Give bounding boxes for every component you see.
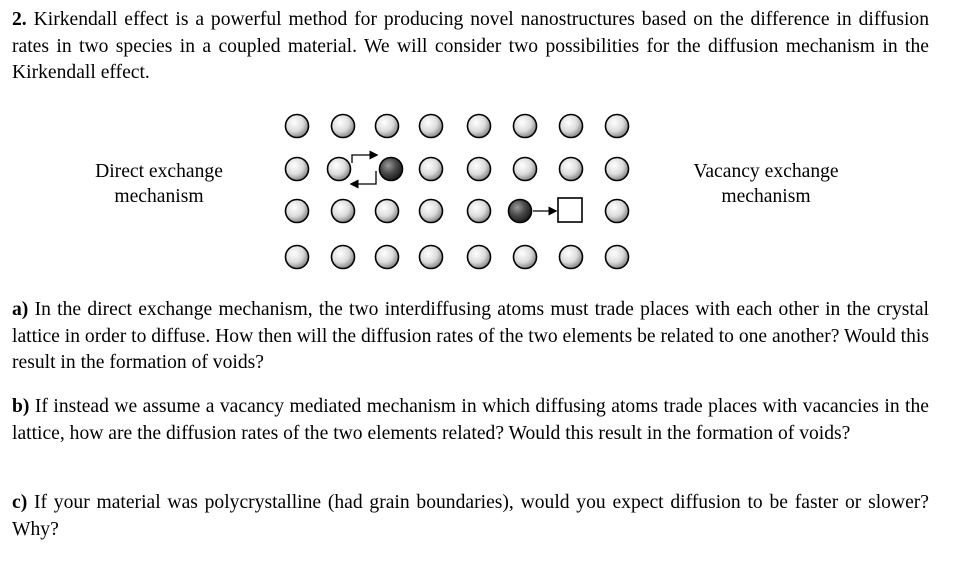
diffusing-atom-vacancy xyxy=(509,200,532,223)
lattice-atom xyxy=(420,115,443,138)
lattice-atom xyxy=(376,246,399,269)
lattice-atom xyxy=(420,200,443,223)
lattice-atom xyxy=(606,200,629,223)
lattice-atom xyxy=(328,158,351,181)
lattice-atom xyxy=(286,158,309,181)
lattice-atom xyxy=(468,200,491,223)
lattice-atom xyxy=(606,158,629,181)
lattice-atom xyxy=(560,115,583,138)
question-c-text: If your material was polycrystalline (had grain boundaries), would you expect diffusion to be faster or slower? Why? xyxy=(12,492,930,540)
question-b-label: b) xyxy=(12,396,30,417)
lattice-atom xyxy=(468,115,491,138)
direct-exchange-arrow-bottom xyxy=(352,171,376,184)
lattice-atom xyxy=(420,246,443,269)
vacancy-exchange-label-line1: Vacancy exchange xyxy=(693,161,839,182)
question-b-text: If instead we assume a vacancy mediated mechanism in which diffusing atoms trade places with vacancies in the lattice, how are the diffusion rates of the two elements related? Would this result in the formation of voids? xyxy=(12,396,929,444)
lattice-atom xyxy=(468,158,491,181)
lattice-atom xyxy=(332,200,355,223)
diffusing-atom-direct xyxy=(380,158,403,181)
lattice-atom xyxy=(286,115,309,138)
question-a-text: In the direct exchange mechanism, the two interdiffusing atoms must trade places with each other in the crystal lattice in order to diffuse. How then will the diffusion rates of the two elements be related to one another? Would this result in the formation of voids? xyxy=(12,299,929,373)
lattice-atom xyxy=(376,115,399,138)
question-a xyxy=(12,297,929,377)
question-b xyxy=(12,394,929,447)
lattice-atom xyxy=(420,158,443,181)
lattice-atom xyxy=(332,115,355,138)
direct-exchange-label-line2: mechanism xyxy=(114,185,204,207)
lattice-atom xyxy=(606,115,629,138)
lattice-atom xyxy=(606,246,629,269)
lattice-atom xyxy=(376,200,399,223)
problem-number: 2. xyxy=(12,9,27,30)
problem-intro-text: Kirkendall effect is a powerful method for producing novel nanostructures based on the difference in diffusion rates in two species in a coupled material. We will consider two possibilities for the diffusion mechanism in the Kirkendall effect. xyxy=(12,9,929,83)
direct-exchange-arrow-top xyxy=(352,155,376,163)
lattice-atom xyxy=(514,246,537,269)
lattice-atom xyxy=(332,246,355,269)
lattice-atom xyxy=(560,158,583,181)
question-c-label: c) xyxy=(12,492,28,513)
question-a-label: a) xyxy=(12,299,29,320)
lattice-atom xyxy=(286,246,309,269)
direct-exchange-label-line1: Direct exchange xyxy=(95,161,223,182)
lattice-atom xyxy=(514,158,537,181)
vacancy-square xyxy=(558,198,582,222)
lattice-atom xyxy=(286,200,309,223)
vacancy-exchange-label-line2: mechanism xyxy=(721,185,811,207)
question-c xyxy=(12,490,929,543)
lattice-atom xyxy=(468,246,491,269)
lattice-atom xyxy=(560,246,583,269)
lattice-atom xyxy=(514,115,537,138)
